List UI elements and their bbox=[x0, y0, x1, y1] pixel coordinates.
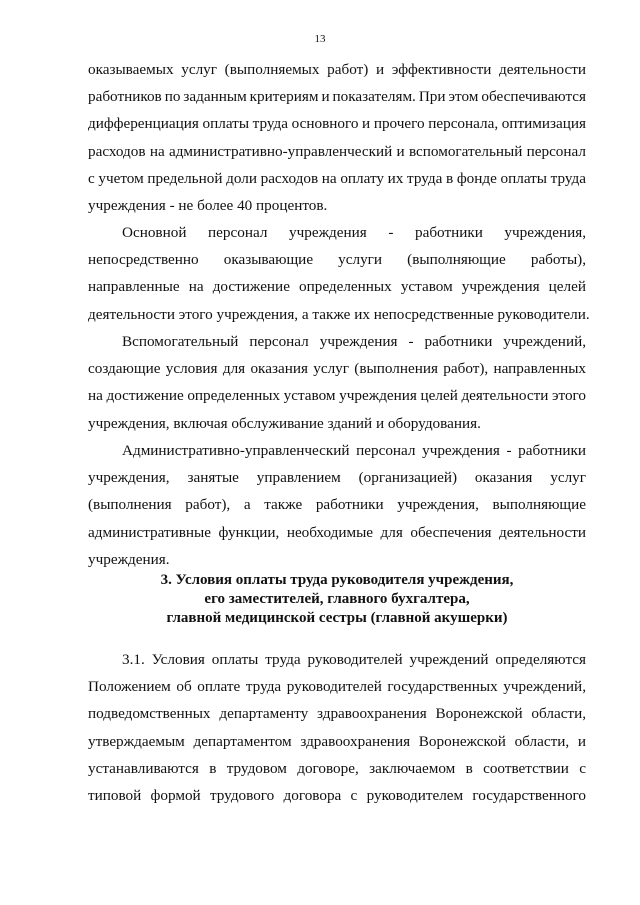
text-line: создающие условия для оказания услуг (выполнения работ), направленных bbox=[88, 360, 586, 378]
text-line: расходов на административно-управленческий и вспомогательный персонал bbox=[88, 142, 586, 160]
text-line: учреждения. bbox=[88, 550, 170, 568]
text-line: (выполнения работ), а также работники учреждения, выполняющие bbox=[88, 496, 586, 514]
text-line: оказываемых услуг (выполняемых работ) и эффективности деятельности bbox=[88, 61, 586, 78]
text-line: административные функции, необходимые для обеспечения деятельности bbox=[88, 523, 586, 541]
text-line: работников по заданным критериям и показателям. При этом обеспечиваются bbox=[88, 88, 586, 106]
text-line: Основной персонал учреждения - работники учреждения, bbox=[122, 224, 586, 241]
text-line: деятельности этого учреждения, а также их непосредственные руководители. bbox=[88, 305, 590, 323]
paragraph-payment-differentiation bbox=[88, 56, 586, 219]
page-number: 13 bbox=[314, 33, 326, 45]
text-line: дифференциация оплаты труда основного и прочего персонала, оптимизация bbox=[88, 115, 586, 133]
heading-line: главной медицинской сестры (главной акушерки) bbox=[166, 610, 508, 626]
text-line: подведомственных департаменту здравоохранения Воронежской области, bbox=[88, 705, 586, 723]
text-line: утверждаемым департаментом здравоохранения Воронежской области, и bbox=[88, 732, 586, 750]
paragraph-support-staff bbox=[88, 328, 586, 437]
text-line: 3.1. Условия оплаты труда руководителей учреждений определяются bbox=[122, 651, 586, 668]
heading-line: 3. Условия оплаты труда руководителя учреждения, bbox=[160, 572, 514, 588]
text-line: Положением об оплате труда руководителей государственных учреждений, bbox=[88, 678, 586, 696]
text-line: направленные на достижение определенных уставом учреждения целей bbox=[88, 278, 586, 296]
text-line: непосредственно оказывающие услуги (выполняющие работы), bbox=[88, 251, 586, 269]
paragraph-main-staff bbox=[88, 219, 590, 328]
text-line: с учетом предельной доли расходов на оплату их труда в фонде оплаты труда bbox=[88, 169, 586, 187]
paragraph-section-3-1 bbox=[88, 646, 586, 809]
text-line: на достижение определенных уставом учреждения целей деятельности этого bbox=[88, 387, 587, 405]
text-line: учреждения, занятые управлением (организацией) оказания услуг bbox=[88, 469, 586, 487]
text-line: типовой формой трудового договора с руководителем государственного bbox=[88, 786, 586, 804]
paragraph-admin-staff bbox=[88, 437, 586, 573]
section-heading bbox=[88, 571, 586, 628]
text-line: учреждения, включая обслуживание зданий и оборудования. bbox=[88, 414, 481, 432]
text-line: Административно-управленческий персонал учреждения - работники bbox=[122, 442, 586, 459]
text-line: учреждения - не более 40 процентов. bbox=[88, 196, 328, 214]
text-line: Вспомогательный персонал учреждения - работники учреждений, bbox=[122, 333, 586, 350]
text-line: устанавливаются в трудовом договоре, заключаемом в соответствии с bbox=[88, 759, 586, 777]
heading-line: его заместителей, главного бухгалтера, bbox=[204, 591, 470, 607]
